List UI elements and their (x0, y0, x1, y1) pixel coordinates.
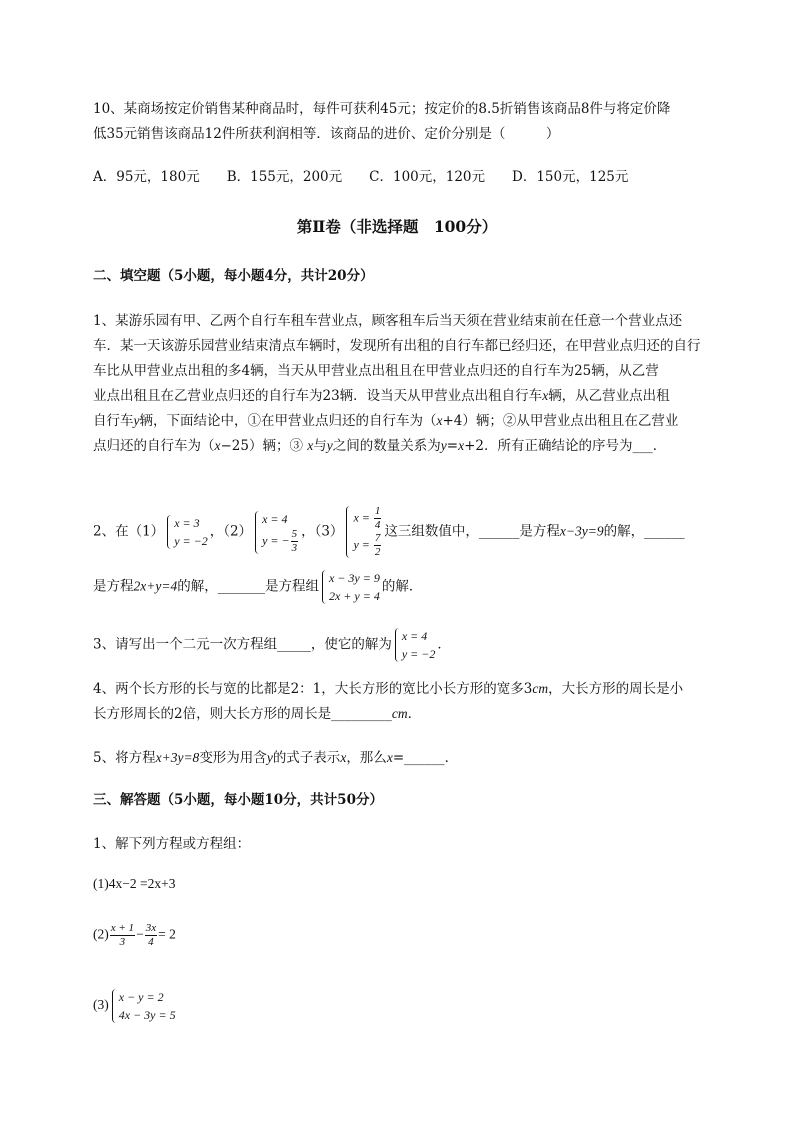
sys-row: 2x + y = 4 (328, 589, 380, 603)
q10-line-1: 10、某商场按定价销售某种商品时，每件可获利45元；按定价的8.5折销售该商品8件与将定价降 (93, 101, 671, 117)
text: ，（3） (301, 523, 344, 540)
label: (3) (93, 997, 109, 1013)
denominator: 3 (291, 541, 298, 554)
var-x: x (340, 750, 347, 765)
text: ． (437, 636, 451, 653)
fraction (291, 528, 299, 555)
system (111, 988, 176, 1024)
var-y: y (326, 438, 333, 453)
text: 这三组数值中，______是方程 (384, 523, 560, 540)
s2-q4-line-1 (93, 679, 683, 699)
sys-row: x − y = 2 (118, 990, 164, 1004)
var-x: x (458, 438, 465, 453)
unit: cm (532, 681, 549, 696)
text: 的解，______ (603, 523, 685, 540)
text: 与 (313, 438, 327, 454)
denominator: 4 (374, 519, 381, 531)
sys-row: y = −2 (401, 647, 436, 661)
denominator: 2 (374, 546, 381, 558)
text: 辆，从乙营业点出租 (548, 388, 670, 404)
s3-q1-part2 (93, 922, 176, 949)
part2-title: 第Ⅱ卷（非选择题 100分） (296, 217, 498, 236)
s3-q1-part3 (93, 988, 178, 1024)
text: 之间的数量关系为 (332, 438, 441, 454)
numerator: 1 (374, 505, 381, 517)
numerator: x + 1 (110, 922, 135, 934)
var-y: y (440, 438, 447, 453)
sys-row: y = −2 (174, 534, 208, 548)
text: 4、两个长方形的长与宽的比都是2：1，大长方形的宽比小长方形的宽多3 (93, 681, 533, 697)
var-x: x (542, 388, 549, 403)
text: x = (353, 510, 373, 525)
s3-q1-stem: 1、解下列方程或方程组： (93, 836, 251, 852)
sys-row (353, 532, 382, 559)
equation: x−3y=9 (559, 523, 604, 539)
text: −25）辆；③ (220, 438, 308, 454)
text: ． (407, 706, 422, 722)
sys-row (353, 505, 382, 532)
var-y: y (133, 413, 140, 428)
denominator: 4 (148, 936, 154, 948)
var-y: y (266, 750, 273, 765)
text: = 2 (158, 926, 176, 942)
sys-row: x = 4 (401, 629, 428, 643)
fraction (110, 922, 135, 949)
numerator: 3x (145, 922, 157, 934)
s2-q3 (93, 627, 451, 663)
q10-line-2: 低35元销售该商品12件所获利润相等．该商品的进价、定价分别是（ ） (93, 126, 560, 142)
text: y = − (262, 532, 290, 547)
var-x: x (307, 438, 314, 453)
sys-row: x = 4 (262, 511, 288, 526)
sys-row (262, 528, 299, 555)
text: 是方程 (93, 578, 134, 595)
text: 变形为用含 (199, 750, 267, 766)
text: 的解． (381, 578, 423, 595)
text: 自行车 (93, 413, 134, 429)
s2-q1-line-6 (93, 436, 666, 456)
unit: cm (391, 706, 408, 721)
text: +4）辆；②从甲营业点出租且在乙营业 (442, 413, 679, 429)
text: 的解，_______是方程组 (177, 578, 319, 595)
var-x: x (386, 750, 393, 765)
text: 2、在（1） (93, 523, 165, 540)
section3-title: 三、解答题（5小题，每小题10分，共计50分） (93, 792, 383, 808)
sys-row: x − 3y = 9 (328, 571, 380, 585)
minus: − (136, 926, 144, 942)
var-x: x (436, 413, 443, 428)
text: 业点出租且在乙营业点归还的自行车为23辆．设当天从甲营业点出租自行车 (93, 388, 543, 404)
text: 辆，下面结论中，①在甲营业点归还的自行车为（ (139, 413, 437, 429)
text: 3、请写出一个二元一次方程组_____，使它的解为 (93, 636, 392, 653)
system-2 (254, 510, 299, 555)
q10-options: A．95元，180元 B．155元，200元 C．100元，120元 D．150元，125元 (93, 169, 629, 185)
s3-q1-part1: (1)4x−2 =2x+3 (93, 876, 176, 891)
s2-q1-line-3: 车比从甲营业点出租的多4辆，当天从甲营业点出租且在甲营业点归还的自行车为25辆，从乙营 (93, 363, 659, 379)
text: 的式子表示 (272, 750, 341, 766)
equation: 2x+y=4 (133, 578, 178, 594)
s2-q1-line-2: 车．某一天该游乐园营业结束清点车辆时，发现所有出租的自行车都已经归还，在甲营业点归还的自行 (93, 338, 701, 354)
s2-q4-line-2 (93, 704, 421, 724)
numerator: 7 (374, 532, 381, 544)
label: (2) (93, 926, 109, 942)
fraction (374, 505, 382, 532)
text: 5、将方程 (93, 750, 156, 766)
numerator: 5 (291, 527, 298, 540)
denominator: 3 (119, 936, 126, 948)
text: 点归还的自行车为（ (93, 438, 215, 454)
text: ，（2） (209, 523, 253, 540)
text: +2．所有正确结论的序号为___． (464, 438, 667, 454)
fraction (145, 922, 157, 949)
system-1 (166, 514, 208, 550)
text: ，那么 (346, 750, 387, 766)
system-4 (321, 569, 380, 605)
fraction (374, 532, 382, 559)
sys-row: x = 3 (174, 516, 200, 530)
equation: x+3y=8 (155, 750, 200, 765)
section2-title: 二、填空题（5小题，每小题4分，共计20分） (93, 268, 374, 284)
system-3 (345, 505, 382, 559)
s2-q1-line-5 (93, 411, 678, 431)
s2-q1-line-1: 1、某游乐园有甲、乙两个自行车租车营业点，顾客租车后当天须在营业结束前在任意一个营业点还 (93, 313, 683, 329)
s2-q5 (93, 748, 458, 768)
text: =______． (392, 750, 459, 766)
text: ，大长方形的周长是小 (548, 681, 684, 697)
sys-row: 4x − 3y = 5 (118, 1008, 176, 1022)
s2-q2-line-1 (93, 505, 685, 559)
system-solution (394, 627, 436, 663)
s2-q2-line-2 (93, 569, 422, 605)
s2-q1-line-4 (93, 386, 670, 406)
text: 长方形周长的2倍，则大长方形的周长是_________ (93, 706, 392, 722)
text: y = (353, 537, 373, 552)
equals: = (446, 438, 459, 454)
var-x: x (214, 438, 221, 453)
